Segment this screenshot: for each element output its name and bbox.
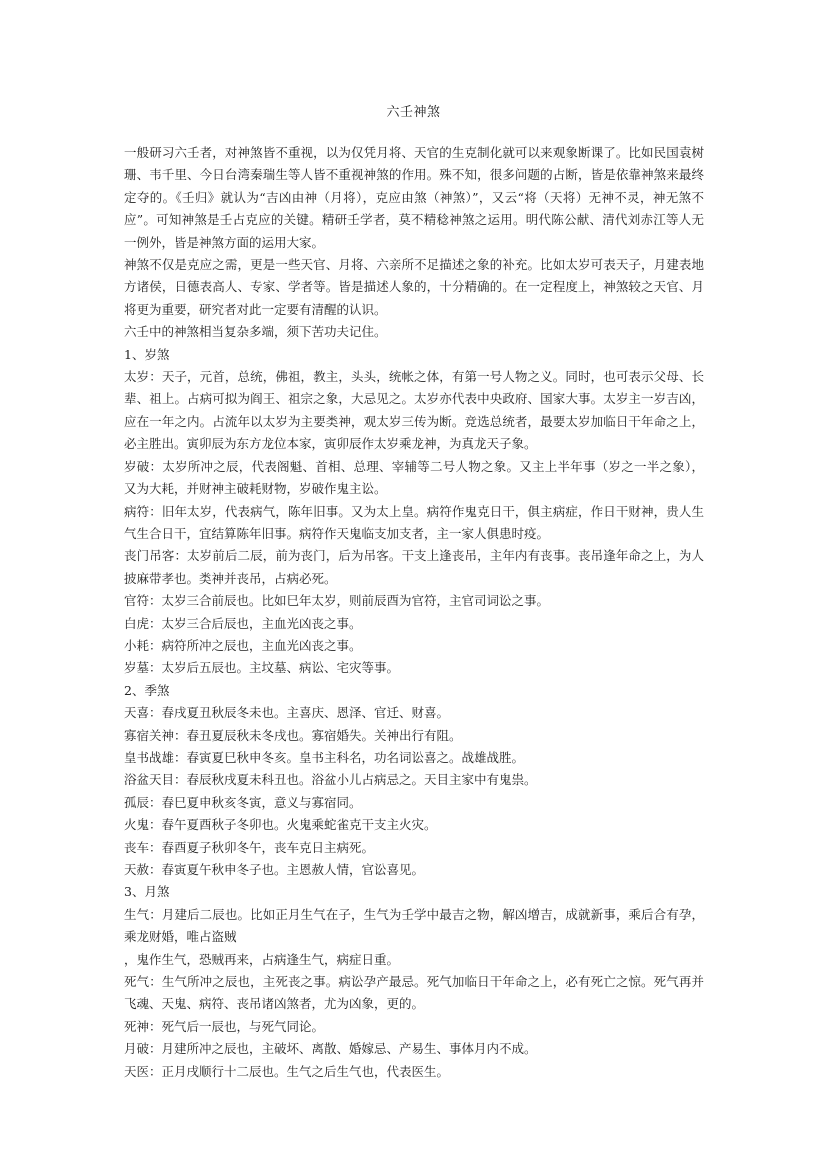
paragraph: 小耗：病符所冲之辰也，主血光凶丧之事。: [124, 637, 362, 653]
paragraph: 火鬼：春午夏酉秋子冬卯也。火鬼乘蛇雀克干支主火灾。: [124, 817, 437, 833]
paragraph: 月破：月建所冲之辰也，主破坏、离散、婚嫁忌、产易生、事体月内不成。: [124, 1041, 537, 1057]
paragraph: 官符：太岁三合前辰也。比如巳年太岁，则前辰酉为官符，主官司词讼之事。: [124, 593, 550, 609]
paragraph: 天医：正月戌顺行十二辰也。生气之后生气也，代表医生。: [124, 1063, 450, 1079]
document-body: [124, 142, 704, 1083]
section-heading: 1、岁煞: [124, 346, 170, 362]
document-title: 六壬神煞: [386, 105, 441, 120]
paragraph: 天赦：春寅夏午秋申冬子也。主恩赦人情，官讼喜见。: [124, 862, 425, 877]
paragraph: 生气：月建后二辰也。比如正月生气在子，生气为壬学中最吉之物，解凶增吉，成就新事，乘后合有孕，乘龙财婚，唯占盗贼: [124, 906, 704, 945]
paragraph: 死神：死气后一辰也，与死气同论。: [124, 1018, 325, 1034]
paragraph: 神煞不仅是克应之需，更是一些天官、月将、六亲所不足描述之象的补充。比如太岁可表天子，月建表地方诸侯，日德表高人、专家、学者等。皆是描述人象的，十分精确的。在一定程度上，神煞较之天官、月将更为重要，研究者对此一定要有清醒的认识。: [124, 257, 704, 317]
paragraph: 皇书战雄：春寅夏巳秋申冬亥。皇书主科名，功名词讼喜之。战雄战胜。: [124, 749, 525, 765]
section-heading: 3、月煞: [124, 884, 170, 900]
paragraph: ，鬼作生气，恐贼再来，占病逢生气，病症日重。: [124, 951, 400, 967]
paragraph: 浴盆天目：春辰秋戌夏未科丑也。浴盆小儿占病忌之。天目主家中有鬼祟。: [124, 772, 537, 788]
paragraph: 太岁：天子，元首，总统，佛祖，教主，头头，统帐之体，有第一号人物之义。同时，也可表示父母、长辈、祖上。占病可拟为阎王、祖宗之象，大忌见之。太岁亦代表中央政府、国家大事。太岁主一岁吉凶，应在一年之内。占流年以太岁为主要类神，观太岁三传为断。竞选总统者，最要太岁加临日干年命之上，必主胜出。寅卯辰为东方龙位本家，寅卯辰作太岁乘龙神，为真龙天子象。: [124, 369, 704, 452]
paragraph: 丧车：春酉夏子秋卯冬午，丧车克日主病死。: [124, 839, 375, 855]
paragraph: 一般研习六壬者，对神煞皆不重视，以为仅凭月将、天官的生克制化就可以来观象断课了。比如民国袁树珊、韦千里、今日台湾秦瑞生等人皆不重视神煞的作用。殊不知，很多问题的占断，皆是依靠神煞来最终定夺的。《壬归》就认为“吉凶由神（月将），克应由煞（神煞）”，又云“将（天将）无神不灵，神无煞不应”。可知神煞是壬占克应的关键。精研壬学者，莫不精稔神煞之运用。明代陈公献、清代刘赤江等人无一例外，皆是神煞方面的运用大家。: [124, 145, 704, 250]
paragraph: 寡宿关神：春丑夏辰秋未冬戌也。寡宿婚失。关神出行有阻。: [124, 727, 462, 743]
paragraph: 岁墓：太岁后五辰也。主坟墓、病讼、宅灾等事。: [124, 660, 400, 676]
paragraph: 天喜：春戌夏丑秋辰冬未也。主喜庆、恩泽、官迁、财喜。: [124, 705, 450, 721]
paragraph: 六壬中的神煞相当复杂多端，须下苦功夫记住。: [124, 324, 387, 340]
paragraph: 丧门吊客：太岁前后二辰，前为丧门，后为吊客。干支上逢丧吊，主年内有丧事。丧吊逢年命之上，为人披麻带孝也。类神并丧吊，占病必死。: [124, 548, 704, 586]
section-heading: 2、季煞: [124, 682, 170, 698]
paragraph: 孤辰：春巳夏申秋亥冬寅，意义与寡宿同。: [124, 794, 362, 810]
paragraph: 死气：生气所冲之辰也，主死丧之事。病讼孕产最忌。死气加临日干年命之上，必有死亡之惊。死气再并飞魂、天鬼、病符、丧吊诸凶煞者，尤为凶象，更的。: [124, 974, 704, 1012]
paragraph: 病符：旧年太岁，代表病气，陈年旧事。又为太上皇。病符作鬼克日干，俱主病症，作日干财神，贵人生气生合日干，宜结算陈年旧事。病符作天鬼临支加支者，主一家人俱患时疫。: [124, 503, 704, 541]
paragraph: 白虎：太岁三合后辰也，主血光凶丧之事。: [124, 615, 362, 631]
paragraph: 岁破：太岁所冲之辰，代表阁魁、首相、总理、宰辅等二号人物之象。又主上半年事（岁之一半之象），又为大耗，并财神主破耗财物，岁破作鬼主讼。: [124, 458, 704, 497]
